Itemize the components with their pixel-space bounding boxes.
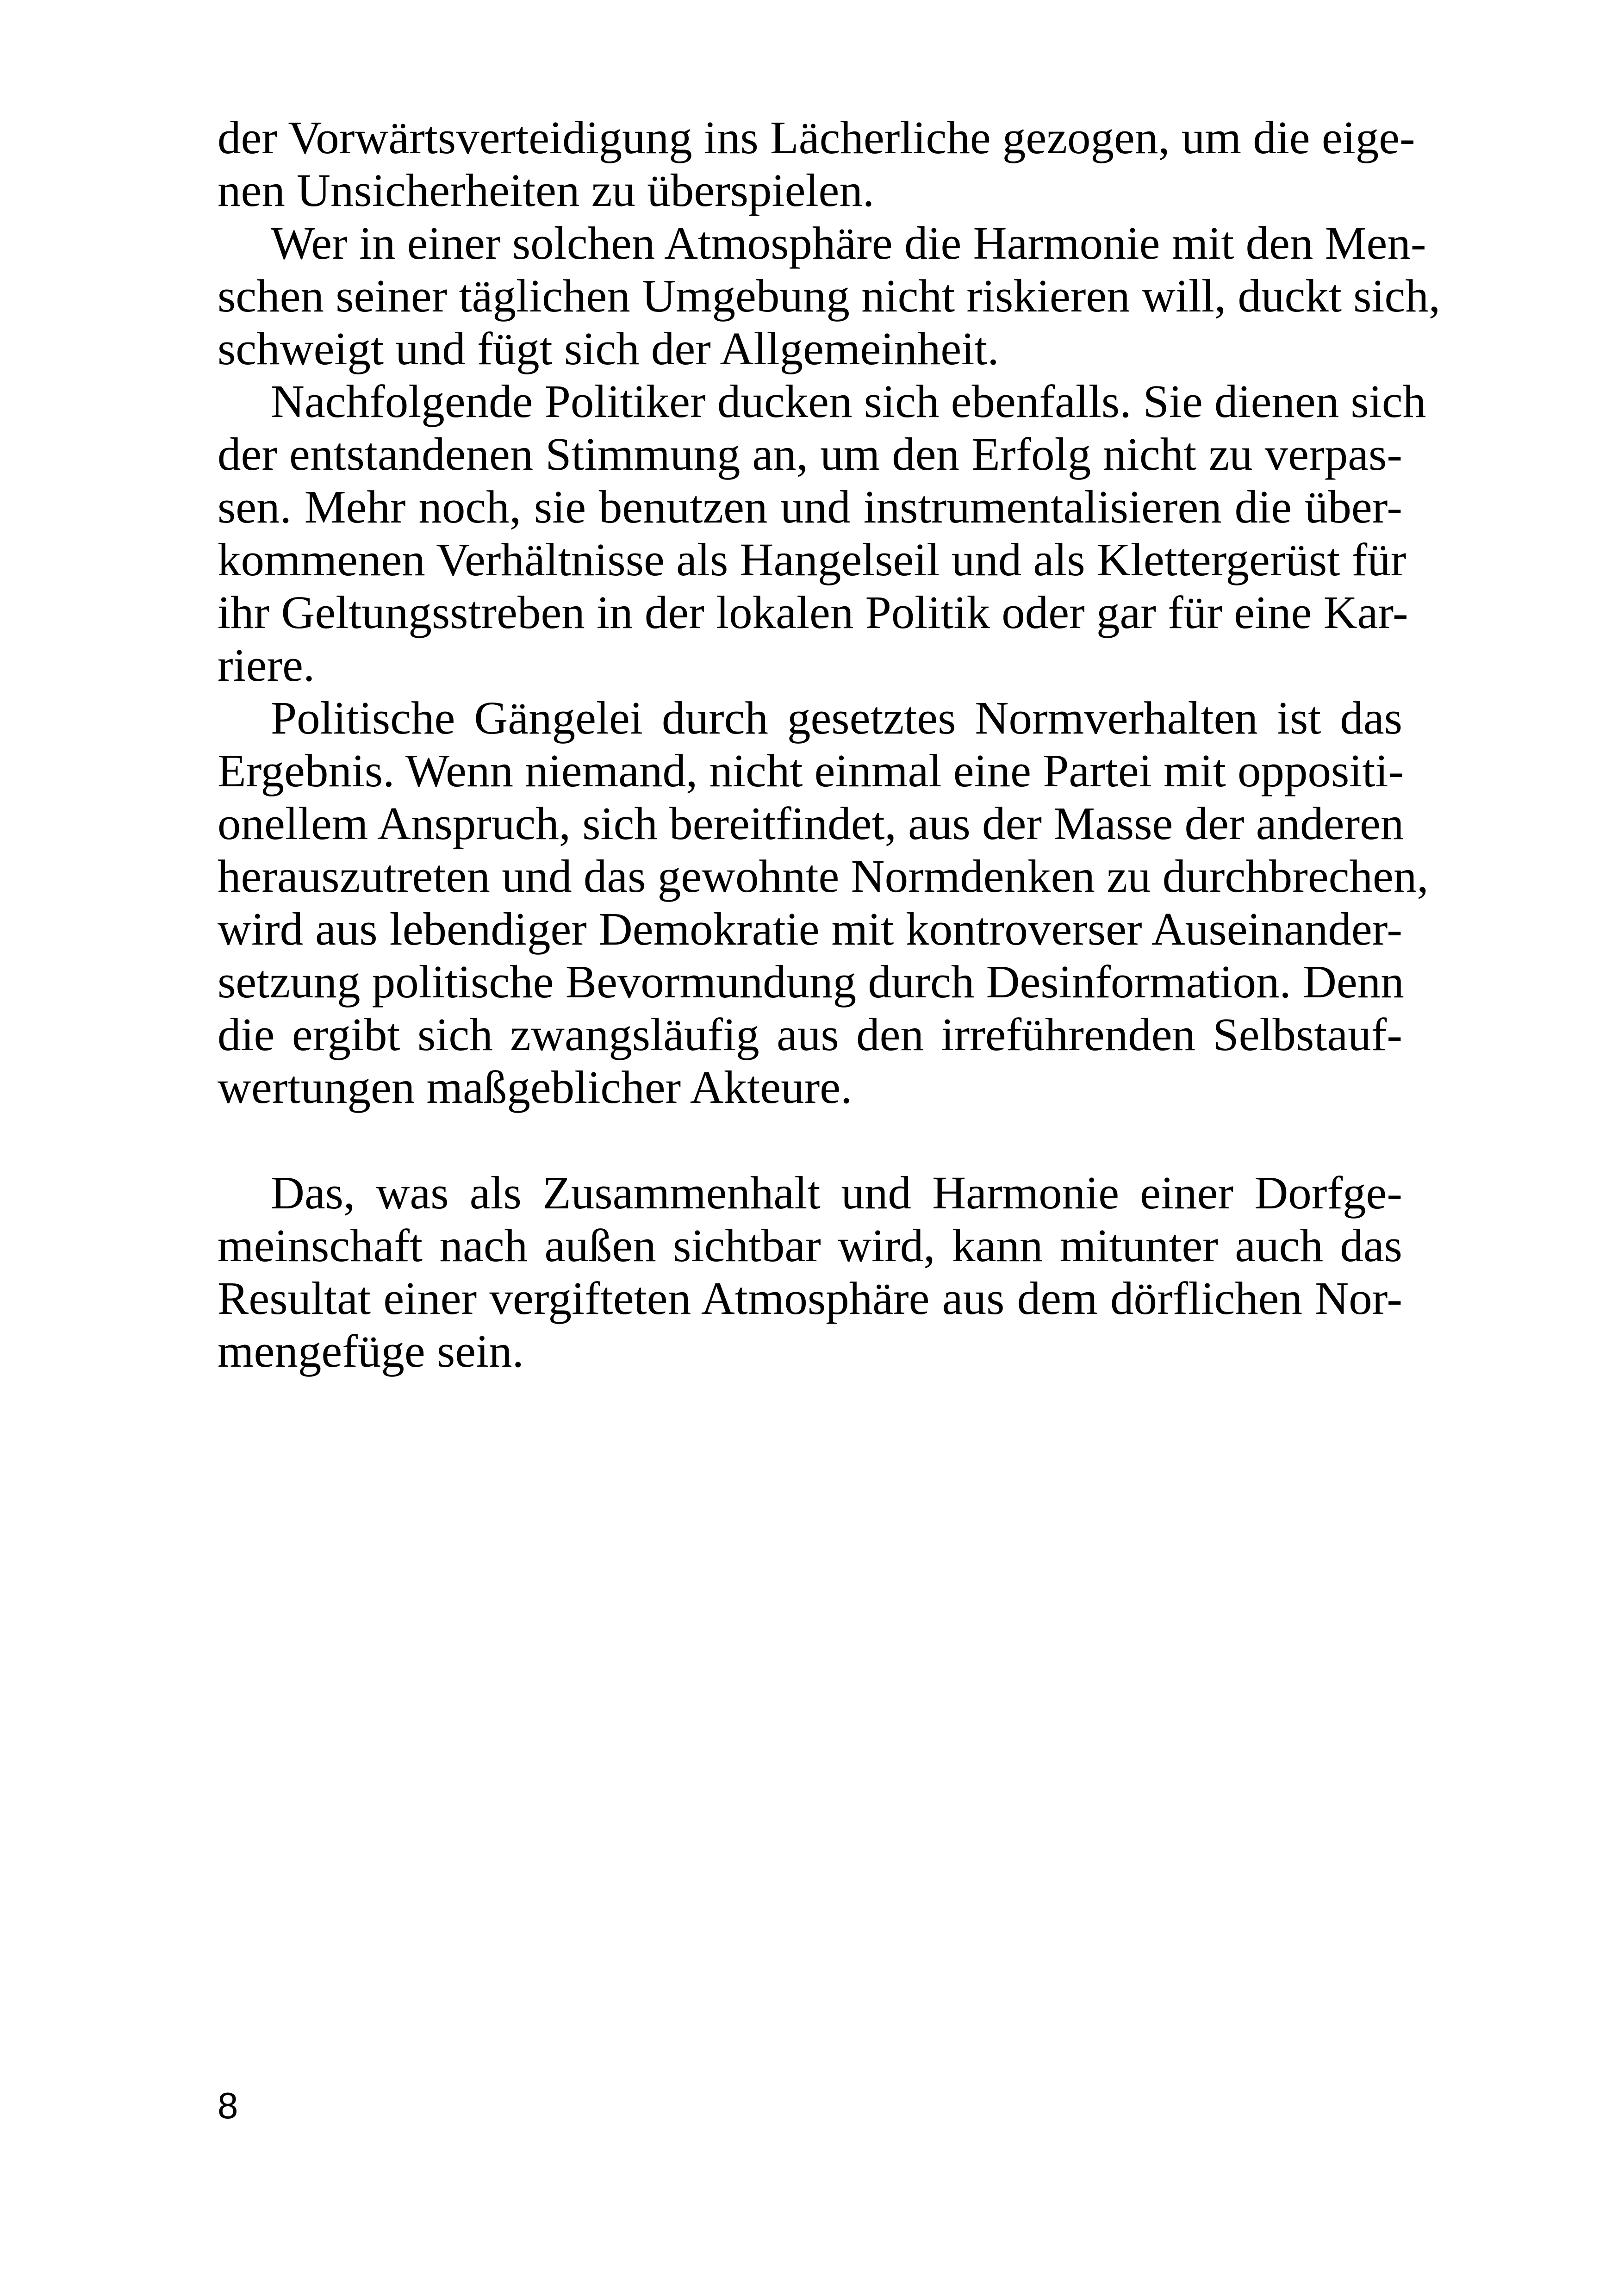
text-line: nen Unsicherheiten zu überspielen. xyxy=(218,164,875,216)
text-line: Politische Gängelei durch gesetztes Normverhalten ist das xyxy=(271,692,1402,744)
text-line: Das, was als Zusammenhalt und Harmonie einer Dorfge- xyxy=(271,1167,1402,1219)
text-line: der Vorwärtsverteidigung ins Lächerliche gezogen, um die eige- xyxy=(218,112,1415,163)
text-line: wird aus lebendiger Demokratie mit kontroverser Auseinander- xyxy=(218,903,1402,955)
text-line: meinschaft nach außen sichtbar wird, kann mitunter auch das xyxy=(218,1220,1402,1271)
text-line: setzung politische Bevormundung durch Desinformation. Denn xyxy=(218,956,1404,1008)
text-line: kommenen Verhältnisse als Hangelseil und als Klettergerüst für xyxy=(218,534,1406,585)
text-line: schen seiner täglichen Umgebung nicht riskieren will, duckt sich, xyxy=(218,270,1441,322)
text-line: Nachfolgende Politiker ducken sich ebenfalls. Sie dienen sich xyxy=(271,375,1426,427)
text-line: Ergebnis. Wenn niemand, nicht einmal eine Partei mit oppositi- xyxy=(218,745,1404,796)
text-line: onellem Anspruch, sich bereitfindet, aus der Masse der anderen xyxy=(218,797,1404,849)
text-line: schweigt und fügt sich der Allgemeinheit. xyxy=(218,323,999,374)
page-number: 8 xyxy=(218,2085,238,2126)
text-line: Wer in einer solchen Atmosphäre die Harmonie mit den Men- xyxy=(271,217,1426,269)
text-line: riere. xyxy=(218,639,315,691)
paragraph-gap xyxy=(218,1114,1402,1166)
text-line: ihr Geltungsstreben in der lokalen Politik oder gar für eine Kar- xyxy=(218,586,1408,638)
text-line: die ergibt sich zwangsläufig aus den irreführenden Selbstauf- xyxy=(218,1008,1402,1060)
text-line: herauszutreten und das gewohnte Normdenken zu durchbrechen, xyxy=(218,850,1429,902)
text-line: sen. Mehr noch, sie benutzen und instrumentalisieren die über- xyxy=(218,481,1402,533)
text-line: der entstandenen Stimmung an, um den Erfolg nicht zu verpas- xyxy=(218,428,1402,480)
text-line: wertungen maßgeblicher Akteure. xyxy=(218,1061,853,1113)
text-line: mengefüge sein. xyxy=(218,1325,524,1377)
body-text xyxy=(218,111,1441,1377)
text-line: Resultat einer vergifteten Atmosphäre aus dem dörflichen Nor- xyxy=(218,1272,1402,1324)
